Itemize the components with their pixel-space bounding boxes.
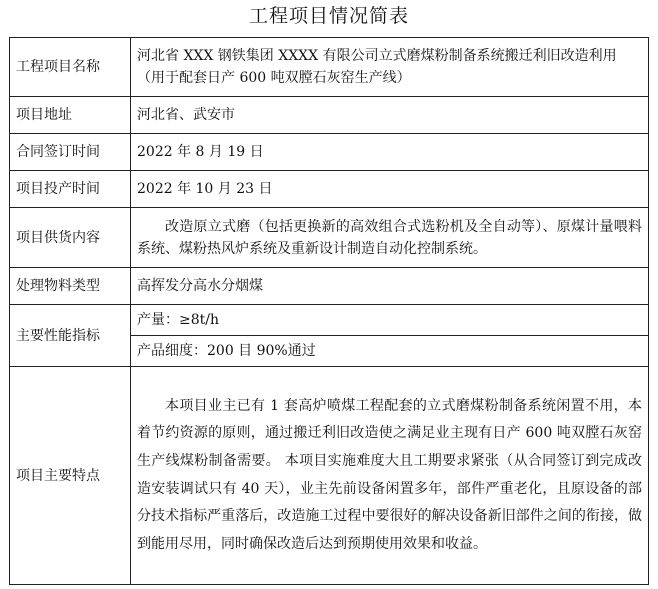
value-supply-content: 改造原立式磨（包括更换新的高效组合式选粉机及全自动等）、原煤计量喂料系统、煤粉热风炉系统及重新设计制造自动化控制系统。 — [131, 208, 649, 268]
table-row-material-type — [10, 268, 649, 305]
table-row-contract-date — [10, 134, 649, 171]
table-row-features — [10, 367, 649, 585]
value-contract-date: 2022 年 8 月 19 日 — [131, 134, 649, 171]
document-title: 工程项目情况简表 — [248, 5, 409, 27]
label-features: 项目主要特点 — [10, 367, 131, 585]
table-row-performance-output — [10, 305, 649, 336]
value-address: 河北省、武安市 — [131, 97, 649, 134]
table-row-address — [10, 97, 649, 134]
label-material-type: 处理物料类型 — [10, 268, 131, 305]
project-summary-table — [9, 37, 649, 585]
table-row-supply-content — [10, 208, 649, 268]
label-project-name: 工程项目名称 — [10, 38, 131, 97]
label-contract-date: 合同签订时间 — [10, 134, 131, 171]
value-performance-fineness: 产品细度：200 目 90%通过 — [131, 336, 649, 367]
label-commission-date: 项目投产时间 — [10, 171, 131, 208]
label-address: 项目地址 — [10, 97, 131, 134]
value-material-type: 高挥发分高水分烟煤 — [131, 268, 649, 305]
value-performance-output: 产量：≥8t/h — [131, 305, 649, 336]
label-supply-content: 项目供货内容 — [10, 208, 131, 268]
label-performance: 主要性能指标 — [10, 305, 131, 367]
table-row-project-name — [10, 38, 649, 97]
value-commission-date: 2022 年 10 月 23 日 — [131, 171, 649, 208]
table-row-commission-date — [10, 171, 649, 208]
value-project-name: 河北省 XXX 钢铁集团 XXXX 有限公司立式磨煤粉制备系统搬迁利旧改造利用（用于配套日产 600 吨双膛石灰窑生产线） — [131, 38, 649, 97]
value-features: 本项目业主已有 1 套高炉喷煤工程配套的立式磨煤粉制备系统闲置不用，本着节约资源的原则，通过搬迁利旧改造使之满足业主现有日产 600 吨双膛石灰窑生产线煤粉制备需要。 本项目实施难度大且工期要求紧张（从合同签订到完成改造安装调试只有 40 天），业主先前设备闲置多年，部件严重老化，且原设备的部分技术指标严重落后，改造施工过程中要很好的解决设备新旧部件之间的衔接，做到能用尽用，同时确保改造后达到预期使用效果和收益。 — [131, 367, 649, 585]
